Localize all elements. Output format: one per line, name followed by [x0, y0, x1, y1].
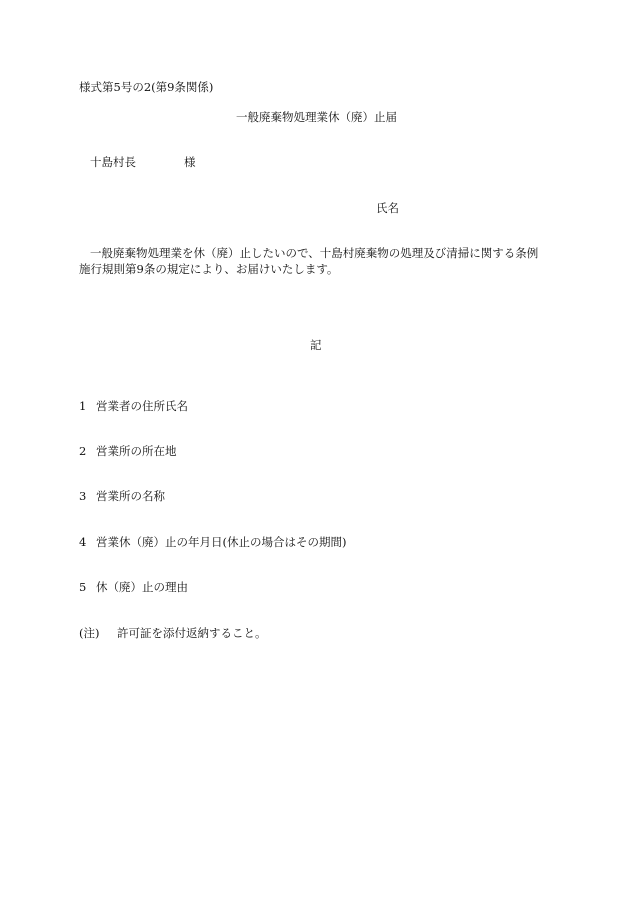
note-text: 許可証を添付返納すること。 — [117, 626, 267, 640]
list-item — [79, 399, 188, 413]
body-text-line-1: 一般廃棄物処理業を休（廃）止したいので、十島村廃棄物の処理及び清掃に関する条例 — [90, 246, 539, 260]
item-text: 営業所の名称 — [96, 489, 165, 503]
body-text-line-2: 施行規則第9条の規定により、お届けいたします。 — [79, 262, 339, 276]
item-number: 1 — [79, 399, 87, 413]
note — [79, 626, 267, 640]
note-label: (注) — [79, 626, 100, 640]
honorific: 様 — [184, 155, 196, 169]
item-text: 休（廃）止の理由 — [96, 580, 188, 594]
item-text: 営業休（廃）止の年月日(休止の場合はその期間) — [96, 535, 347, 549]
item-number: 5 — [79, 580, 87, 594]
ki-heading: 記 — [310, 338, 322, 352]
form-number: 様式第5号の2(第9条関係) — [79, 80, 214, 94]
list-item — [79, 580, 188, 594]
item-text: 営業所の所在地 — [96, 444, 177, 458]
list-item — [79, 444, 177, 458]
item-text: 営業者の住所氏名 — [96, 399, 188, 413]
list-item — [79, 535, 346, 549]
item-number: 2 — [79, 444, 87, 458]
name-label: 氏名 — [376, 201, 399, 215]
list-item — [79, 489, 165, 503]
addressee: 十島村長 — [90, 155, 136, 169]
item-number: 3 — [79, 489, 87, 503]
item-number: 4 — [79, 535, 87, 549]
document-title: 一般廃棄物処理業休（廃）止届 — [236, 110, 397, 124]
